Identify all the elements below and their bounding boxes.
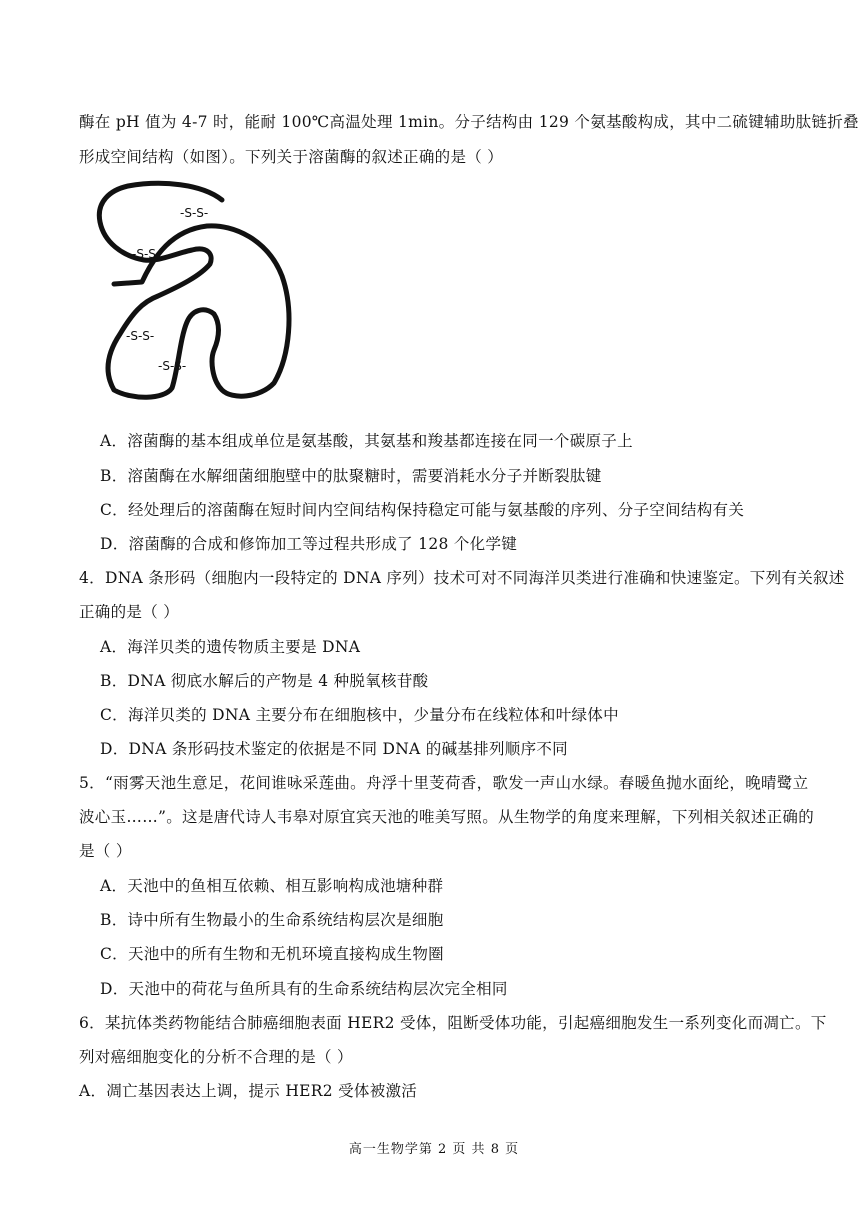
q3-option-a: A．溶菌酶的基本组成单位是氨基酸，其氨基和羧基都连接在同一个碳原子上 [100, 432, 633, 450]
q3-option-d: D．溶菌酶的合成和修饰加工等过程共形成了 128 个化学键 [100, 535, 518, 553]
q4-option-a: A．海洋贝类的遗传物质主要是 DNA [100, 638, 361, 656]
q5-option-b: B．诗中所有生物最小的生命系统结构层次是细胞 [100, 911, 444, 929]
disulfide-bond-label-2: -S-S- [132, 247, 161, 261]
q3-stem-line-2: 形成空间结构（如图）。下列关于溶菌酶的叙述正确的是（ ） [79, 148, 504, 166]
q5-stem-line-2: 波心玉……”。这是唐代诗人韦皋对原宜宾天池的唯美写照。从生物学的角度来理解，下列相关叙述正确的 [79, 808, 815, 826]
q4-option-c: C．海洋贝类的 DNA 主要分布在细胞核中，少量分布在线粒体和叶绿体中 [100, 706, 619, 724]
page-footer: 高一生物学第 2 页 共 8 页 [348, 1142, 520, 1157]
disulfide-bond-label-3: -S-S- [126, 329, 155, 343]
q5-stem-line-1: 5．“雨雾天池生意足，花间谁咏采莲曲。舟浮十里芰荷香，歌发一声山水绿。春暖鱼抛水面纶，晚晴鹭立 [79, 774, 809, 792]
q5-option-a: A．天池中的鱼相互依赖、相互影响构成池塘种群 [100, 877, 444, 895]
q4-stem-line-1: 4．DNA 条形码（细胞内一段特定的 DNA 序列）技术可对不同海洋贝类进行准确和快速鉴定。下列有关叙述 [79, 569, 845, 587]
q3-option-c: C．经处理后的溶菌酶在短时间内空间结构保持稳定可能与氨基酸的序列、分子空间结构有关 [100, 501, 745, 519]
q5-option-c: C．天池中的所有生物和无机环境直接构成生物圈 [100, 945, 444, 963]
q6-stem-line-2: 列对癌细胞变化的分析不合理的是（ ） [79, 1048, 353, 1066]
q4-stem-line-2: 正确的是（ ） [79, 603, 180, 621]
q5-stem-line-3: 是（ ） [79, 842, 132, 860]
q6-option-a: A．凋亡基因表达上调，提示 HER2 受体被激活 [79, 1082, 418, 1100]
q4-option-d: D．DNA 条形码技术鉴定的依据是不同 DNA 的碱基排列顺序不同 [100, 740, 568, 758]
disulfide-bond-label-1: -S-S- [180, 206, 209, 220]
disulfide-bond-label-4: -S-S- [158, 359, 187, 373]
q5-option-d: D．天池中的荷花与鱼所具有的生命系统结构层次完全相同 [100, 980, 508, 998]
lysozyme-structure-figure [92, 178, 302, 403]
q4-option-b: B．DNA 彻底水解后的产物是 4 种脱氧核苷酸 [100, 672, 429, 690]
q6-stem-line-1: 6．某抗体类药物能结合肺癌细胞表面 HER2 受体，阻断受体功能，引起癌细胞发生一系列变化而凋亡。下 [79, 1014, 827, 1032]
q3-option-b: B．溶菌酶在水解细菌细胞壁中的肽聚糖时，需要消耗水分子并断裂肽键 [100, 467, 602, 485]
q3-stem-line-1: 酶在 pH 值为 4-7 时，能耐 100℃高温处理 1min。分子结构由 129 个氨基酸构成，其中二硫键辅助肽链折叠 [79, 113, 859, 131]
